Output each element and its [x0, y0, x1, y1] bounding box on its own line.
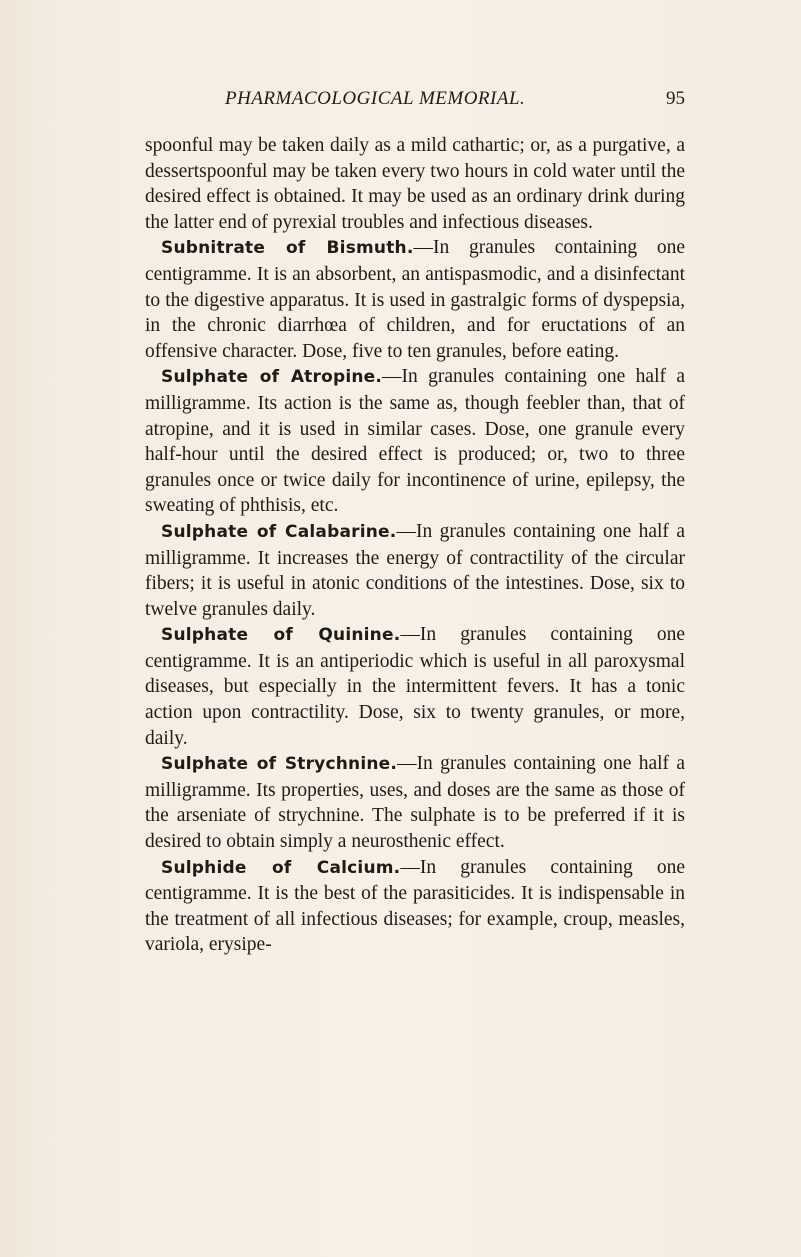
paragraph-continuation [145, 133, 685, 235]
page-header [145, 88, 685, 118]
running-head: PHARMACOLOGICAL MEMORIAL. [225, 88, 526, 109]
page-body [145, 133, 685, 958]
entry-sulphate-of-quinine [145, 622, 685, 751]
entry-body: —In granules containing one centigramme. It is the best of the parasiticides. It is indispensable in the treatment of all infectious diseases; for example, croup, measles, variola, erysipe- [145, 856, 685, 956]
entry-sulphate-of-atropine [145, 364, 685, 519]
entry-body: —In granules containing one centigramme. It is an antiperiodic which is useful in all paroxysmal diseases, but especially in the intermittent fevers. It has a tonic action upon contractility. Dose, six to twenty granules, or more, daily. [145, 624, 685, 749]
entry-sulphate-of-calabarine [145, 519, 685, 622]
entry-sulphide-of-calcium [145, 855, 685, 958]
entry-term: Sulphate of Quinine. [161, 625, 401, 646]
paragraph-body: spoonful may be taken daily as a mild cathartic; or, as a purgative, a dessertspoonful may be taken every two hours in cold water until the desired effect is obtained. It may be used as an ordinary drink during the latter end of pyrexial troubles and infectious diseases. [145, 135, 685, 233]
entry-term: Subnitrate of Bismuth. [161, 238, 414, 259]
entry-term: Sulphate of Calabarine. [161, 521, 397, 542]
entry-body: —In granules containing one half a milligramme. It increases the energy of contractility of the circular fibers; it is useful in atonic conditions of the intestines. Dose, six to twelve granules daily. [145, 520, 685, 620]
entry-body: —In granules containing one half a milligramme. Its properties, uses, and doses are the same as those of the arseniate of strychnine. The sulphate is to be preferred if it is desired to obtain simply a neurosthenic effect. [145, 753, 686, 853]
entry-body: —In granules containing one centigramme. It is an absorbent, an antispasmodic, and a disinfectant to the digestive apparatus. It is used in gastralgic forms of dyspepsia, in the chronic diarrhœa of children, and for eructations of an offensive character. Dose, five to ten granules, before eating. [145, 237, 685, 362]
entry-term: Sulphide of Calcium. [161, 857, 401, 878]
page-number: 95 [666, 88, 685, 109]
entry-sulphate-of-strychnine [145, 751, 685, 854]
entry-term: Sulphate of Strychnine. [161, 754, 398, 775]
entry-body: —In granules containing one half a milligramme. Its action is the same as, though feebler than, that of atropine, and it is used in similar cases. Dose, one granule every half-hour until the desired effect is produced; or, two to three granules once or twice daily for incontinence of urine, epilepsy, the sweating of phthisis, etc. [145, 366, 685, 517]
entry-subnitrate-of-bismuth [145, 235, 685, 364]
entry-term: Sulphate of Atropine. [161, 367, 383, 388]
